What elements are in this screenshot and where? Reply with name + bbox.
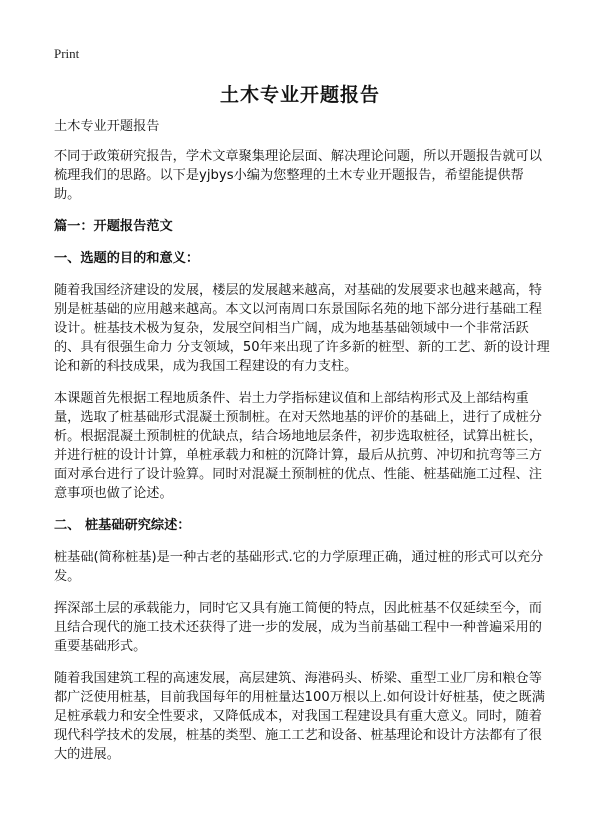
- intro-paragraph: 不同于政策研究报告，学术文章聚集理论层面、解决理论问题，所以开题报告就可以梳理我们的思路。以下是yjbys小编为您整理的土木专业开题报告，希望能提供帮助。: [54, 149, 542, 202]
- section-paragraph: 桩基础(简称桩基)是一种古老的基础形式.它的力学原理正确，通过桩的形式可以充分发。: [54, 550, 544, 584]
- section-paragraph: 本课题首先根据工程地质条件、岩土力学指标建议值和上部结构形式及上部结构重量，选取了桩基础形式混凝土预制桩。在对天然地基的评价的基础上，进行了成桩分析。根据混凝土预制桩的优缺点，结合场地地层条件，初步选取桩径，试算出桩长，并进行桩的设计计算，单桩承载力和桩的沉降计算，最后从抗剪、冲切和抗弯等三方面对承台进行了设计验算。同时对混凝土预制桩的优点、性能、桩基础施工过程、注意事项也做了论述。: [54, 391, 542, 501]
- section-heading-purpose: 一、选题的目的和意义：: [54, 251, 200, 266]
- document-subtitle: 土木专业开题报告: [54, 119, 160, 134]
- print-link[interactable]: Print: [54, 46, 80, 61]
- document-title: 土木专业开题报告: [219, 84, 380, 106]
- section-paragraph: 随着我国经济建设的发展，楼层的发展越来越高，对基础的发展要求也越来越高，特别是桩基础的应用越来越高。本文以河南周口东景国际名苑的地下部分进行基础工程设计。桩基技术极为复杂，发展空间相当广阔，成为地基基础领域中一个非常活跃的、具有很强生命力 分支领域，50年来出现了许多新的桩型、新的工艺、新的设计理论和新的科技成果，成为我国工程建设的有力支柱。: [54, 283, 550, 374]
- section-paragraph: 挥深部土层的承载能力，同时它又具有施工简便的特点，因此桩基不仅延续至今，而且结合现代的施工技术还获得了进一步的发展，成为当前基础工程中一种普遍采用的重要基础形式。: [54, 601, 542, 654]
- part-heading: 篇一：开题报告范文: [54, 219, 173, 234]
- section-heading-review: 二、 桩基础研究综述：: [54, 518, 191, 533]
- section-paragraph: 随着我国建筑工程的高速发展，高层建筑、海港码头、桥梁、重型工业厂房和粮仓等都广泛使用桩基，目前我国每年的用桩量达100万根以上.如何设计好桩基，使之既满足桩承载力和安全性要求，又降低成本，对我国工程建设具有重大意义。同时，随着现代科学技术的发展，桩基的类型、施工工艺和设备、桩基理论和设计方法都有了很大的进展。: [54, 671, 545, 762]
- document-body: [54, 117, 550, 777]
